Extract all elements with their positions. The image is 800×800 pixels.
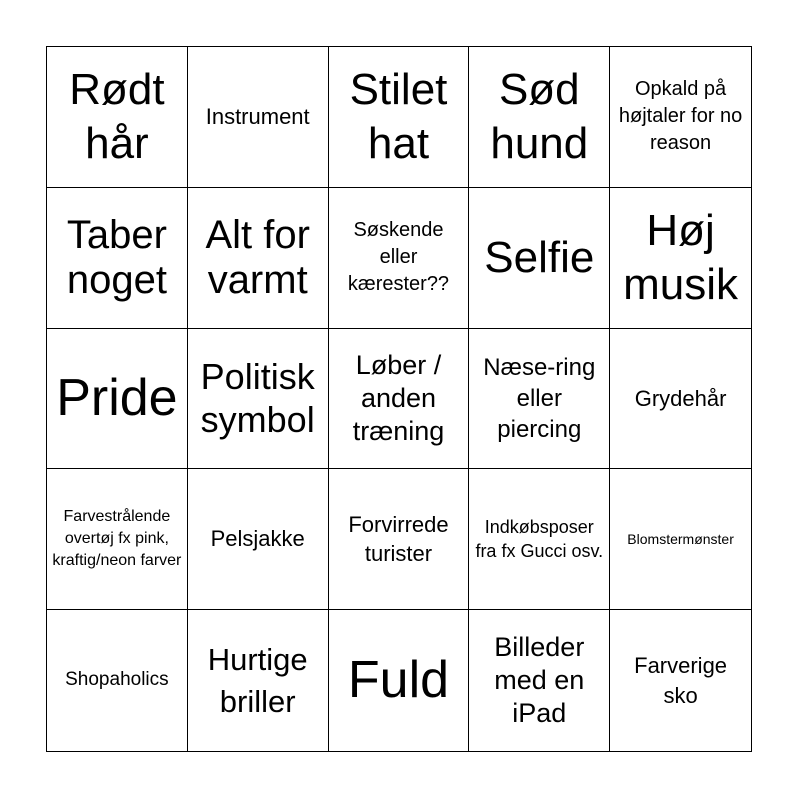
cell-label: Sød hund [490,65,589,168]
cell-label: Farverige sko [634,652,728,708]
cell-label: Alt for varmt [205,212,310,302]
cell-label: Instrument [205,104,310,130]
bingo-cell[interactable] [329,188,470,329]
bingo-cell[interactable] [47,469,188,610]
cell-label: Forvirrede turister [348,511,449,567]
cell-label: Politisk symbol [200,355,315,441]
cell-label: Søskende eller kærester?? [347,219,450,296]
cell-label: Høj musik [623,206,739,309]
bingo-cell[interactable] [188,469,329,610]
cell-label: Løber / anden træning [352,350,445,446]
bingo-cell[interactable] [188,610,329,751]
cell-label: Pride [56,368,178,427]
bingo-cell[interactable] [329,47,470,188]
bingo-cell[interactable] [610,47,751,188]
cell-label: Shopaholics [65,669,169,691]
cell-label: Rødt hår [69,65,165,168]
bingo-cell[interactable] [188,329,329,470]
bingo-cell[interactable] [469,610,610,751]
bingo-cell[interactable] [188,188,329,329]
bingo-cell[interactable] [610,610,751,751]
bingo-cell[interactable] [469,188,610,329]
cell-label: Indkøbsposer fra fx Gucci osv. [475,516,604,562]
bingo-cell[interactable] [329,610,470,751]
bingo-cell[interactable] [610,469,751,610]
bingo-cell[interactable] [47,329,188,470]
bingo-cell[interactable] [469,329,610,470]
bingo-cell[interactable] [47,47,188,188]
cell-label: Selfie [484,232,595,282]
bingo-cell[interactable] [469,47,610,188]
cell-label: Blomstermønster [627,531,734,548]
bingo-cell[interactable] [329,329,470,470]
cell-label: Fuld [347,650,450,709]
bingo-cell[interactable] [610,188,751,329]
cell-label: Næse-ring eller piercing [483,353,596,444]
cell-label: Opkald på højtaler for no reason [618,78,743,155]
cell-label: Taber noget [66,212,167,302]
cell-label: Grydehår [634,385,727,411]
cell-label: Stilet hat [349,65,448,168]
cell-label: Billeder med en iPad [494,632,585,729]
bingo-cell[interactable] [610,329,751,470]
cell-label: Pelsjakke [210,526,305,552]
cell-label: Farvestrålende overtøj fx pink, kraftig/neon farver [52,507,182,570]
bingo-cell[interactable] [47,610,188,751]
bingo-cell[interactable] [329,469,470,610]
bingo-cell[interactable] [188,47,329,188]
bingo-cell[interactable] [469,469,610,610]
bingo-board [46,46,752,752]
cell-label: Hurtige briller [207,641,308,719]
bingo-cell[interactable] [47,188,188,329]
